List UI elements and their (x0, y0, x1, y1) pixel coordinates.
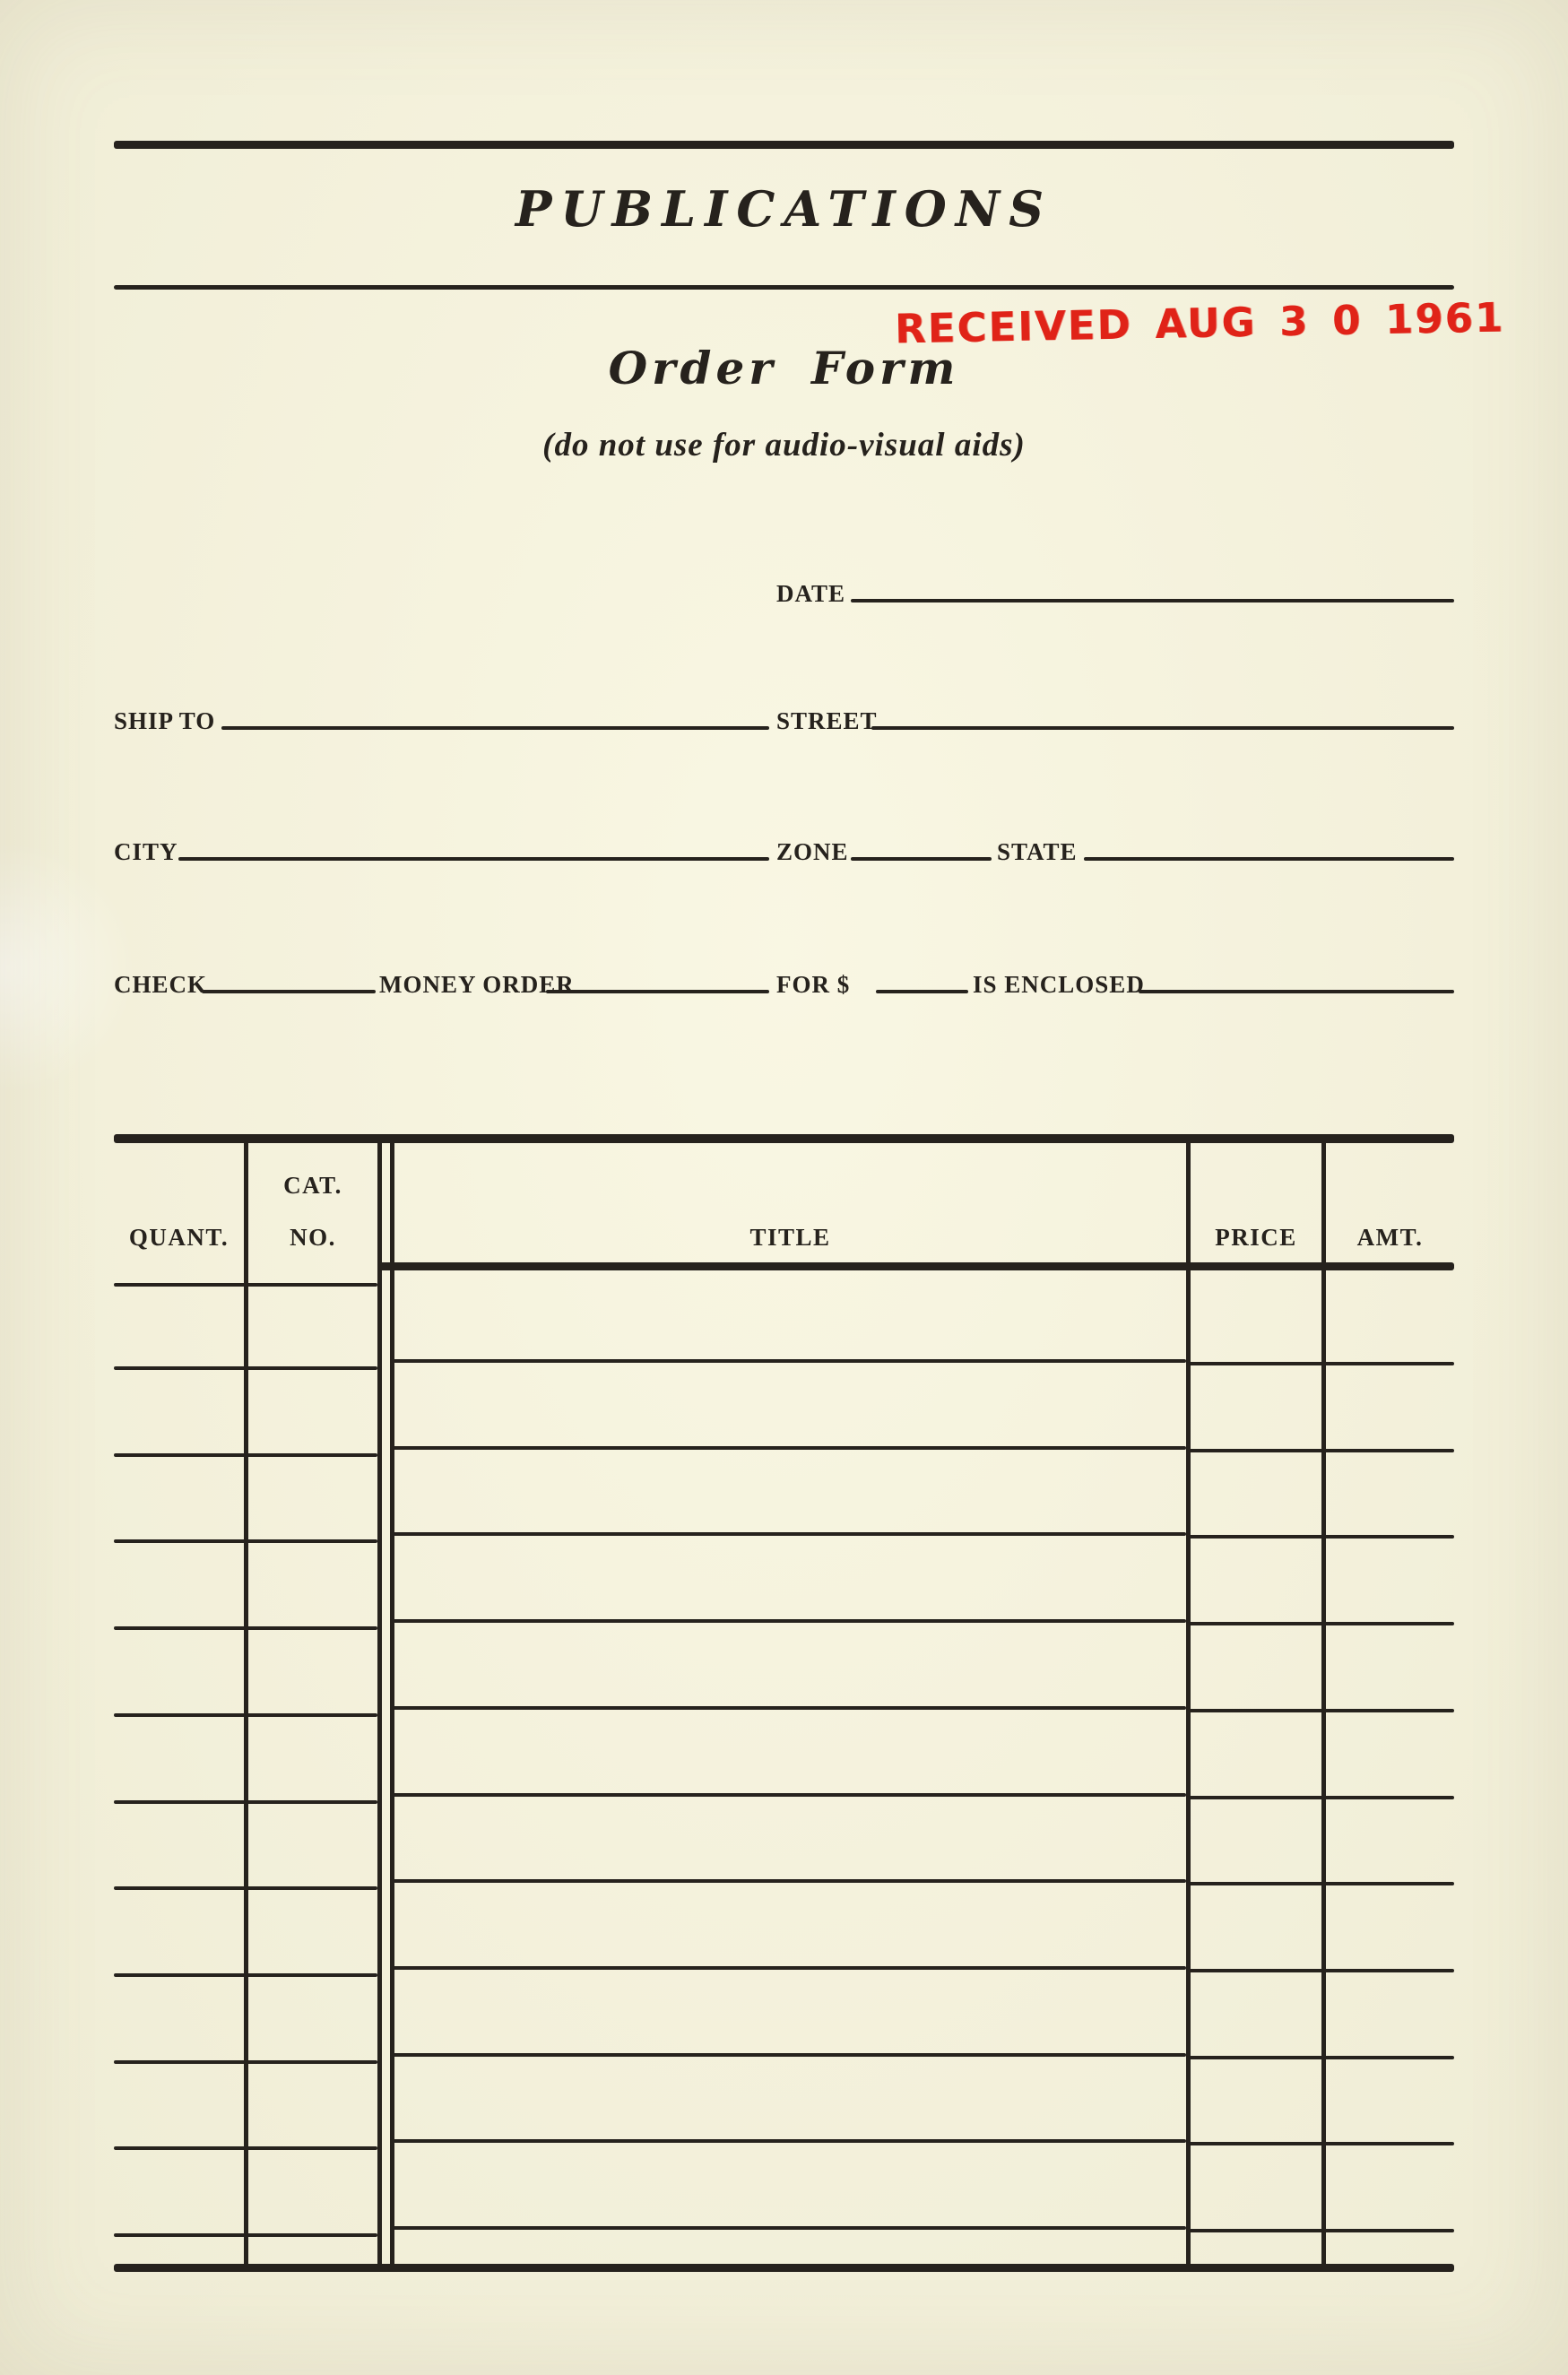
price-header: PRICE (1215, 1224, 1297, 1251)
table-row-line-middle (390, 1706, 1186, 1710)
amt-header: AMT. (1356, 1224, 1424, 1251)
table-row-line-right (1186, 1882, 1454, 1885)
table-row-line-left (114, 2233, 377, 2237)
city-fill-line (178, 857, 769, 861)
ship-to-label: SHIP TO (114, 707, 216, 734)
zone-label: ZONE (776, 838, 849, 865)
table-row-line-middle (390, 1359, 1186, 1363)
title-header: TITLE (749, 1224, 831, 1251)
quant-cat-divider (244, 1134, 248, 2272)
street-fill-line (871, 726, 1454, 730)
table-row-line-left (114, 1626, 377, 1630)
header-rule (377, 1262, 1454, 1270)
table-row-line-right (1186, 1796, 1454, 1799)
for-amount-label: FOR $ (776, 971, 851, 998)
form-title: Order Form (608, 342, 960, 394)
table-bottom-rule (114, 2264, 1454, 2272)
table-row-line-middle (390, 1532, 1186, 1536)
table-row-line-middle (390, 2139, 1186, 2143)
street-label: STREET (776, 707, 878, 734)
table-row-line-middle (390, 1879, 1186, 1883)
header-rule-left-offset (114, 1283, 377, 1287)
ship-to-row (114, 701, 1454, 733)
table-row-line-right (1186, 1969, 1454, 1972)
table-row-line-left (114, 1539, 377, 1543)
order-table (114, 1134, 1454, 2272)
money-order-label: MONEY ORDER (379, 971, 575, 998)
state-label: STATE (997, 838, 1078, 865)
table-row-line-left (114, 1886, 377, 1890)
table-row-line-right (1186, 1449, 1454, 1452)
is-enclosed-label: IS ENCLOSED (973, 971, 1145, 998)
table-row-line-right (1186, 1709, 1454, 1712)
check-label: CHECK (114, 971, 208, 998)
check-fill-line (202, 990, 376, 993)
table-row-line-right (1186, 2229, 1454, 2232)
is-enclosed-fill-line (1139, 990, 1454, 993)
table-row-line-middle (390, 1793, 1186, 1797)
table-row-line-right (1186, 1535, 1454, 1539)
cat-title-divider-outer (377, 1134, 382, 2272)
ship-to-fill-line (221, 726, 769, 730)
table-row-line-left (114, 1713, 377, 1717)
received-date-stamp: RECEIVED AUG 3 0 1961 (894, 293, 1505, 353)
form-subtitle: (do not use for audio-visual aids) (542, 427, 1026, 464)
table-row-line-left (114, 2146, 377, 2150)
table-row-line-left (114, 1973, 377, 1977)
table-row-line-right (1186, 2142, 1454, 2145)
price-amt-divider (1321, 1134, 1326, 2272)
cat-title-divider-inner (390, 1134, 394, 2272)
state-fill-line (1084, 857, 1454, 861)
top-rule (114, 141, 1454, 149)
date-label: DATE (776, 580, 846, 607)
table-row-line-left (114, 1366, 377, 1370)
payment-row (114, 965, 1454, 997)
cat-header-line2: NO. (290, 1224, 336, 1251)
quant-header: QUANT. (128, 1224, 230, 1251)
table-row-line-middle (390, 1446, 1186, 1450)
table-row-line-right (1186, 2056, 1454, 2059)
table-row-line-left (114, 1800, 377, 1804)
for-amount-fill-line (876, 990, 968, 993)
title-price-divider (1186, 1134, 1191, 2272)
table-row-line-right (1186, 1622, 1454, 1625)
table-top-rule (114, 1134, 1454, 1143)
title-rule (114, 285, 1454, 290)
table-row-line-left (114, 2060, 377, 2064)
table-row-line-middle (390, 1619, 1186, 1623)
table-row-line-middle (390, 2053, 1186, 2057)
table-row-line-left (114, 1453, 377, 1457)
table-row-line-middle (390, 1966, 1186, 1970)
page-title: PUBLICATIONS (515, 180, 1053, 238)
city-label: CITY (114, 838, 178, 865)
table-row-line-middle (390, 2226, 1186, 2230)
date-row (114, 574, 1454, 606)
city-row (114, 832, 1454, 864)
zone-fill-line (851, 857, 992, 861)
table-row-line-right (1186, 1362, 1454, 1365)
money-order-fill-line (546, 990, 769, 993)
cat-header-line1: CAT. (283, 1172, 342, 1199)
date-fill-line (851, 599, 1454, 602)
